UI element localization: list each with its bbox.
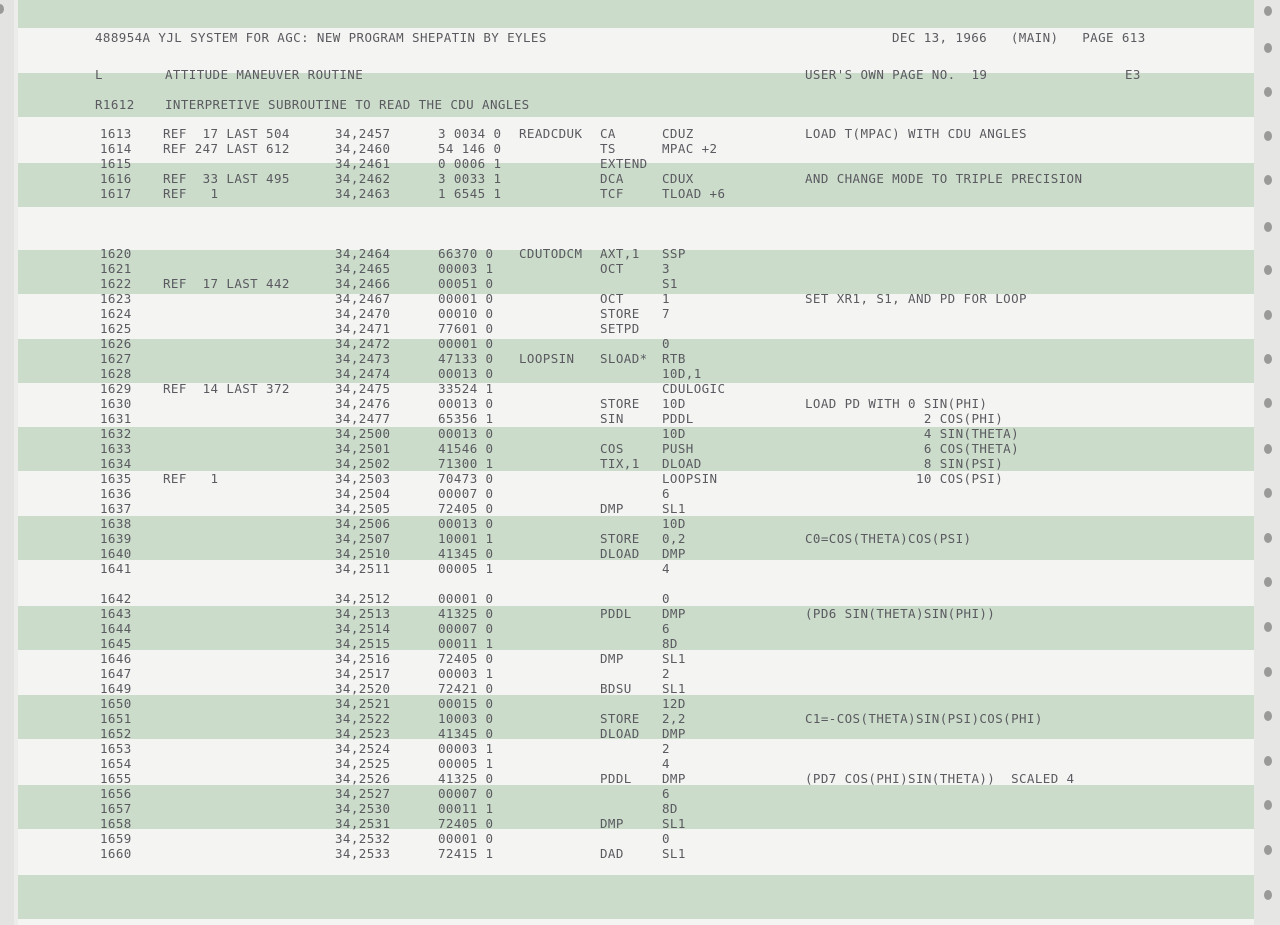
octal-code: 00051 0 <box>438 276 494 291</box>
line-number: 1647 <box>100 666 132 681</box>
address: 34,2507 <box>335 531 391 546</box>
operand: SSP <box>662 246 686 261</box>
address: 34,2521 <box>335 696 391 711</box>
operand: 3 <box>662 261 670 276</box>
tractor-hole-icon <box>1264 577 1272 587</box>
user-page-number: USER'S OWN PAGE NO. 19 <box>805 67 988 82</box>
octal-code: 00013 0 <box>438 396 494 411</box>
label-field: LOOPSIN <box>519 351 575 366</box>
operand: DMP <box>662 726 686 741</box>
corner-tag: E3 <box>1125 67 1141 82</box>
listing-row <box>0 351 1280 366</box>
listing-row <box>0 711 1280 726</box>
address: 34,2470 <box>335 306 391 321</box>
operand: CDUX <box>662 171 694 186</box>
operand: PUSH <box>662 441 694 456</box>
address: 34,2514 <box>335 621 391 636</box>
line-number: 1623 <box>100 291 132 306</box>
line-number: 1659 <box>100 831 132 846</box>
operand: 10D <box>662 396 686 411</box>
address: 34,2533 <box>335 846 391 861</box>
operand: 10D <box>662 426 686 441</box>
operand: TLOAD +6 <box>662 186 726 201</box>
octal-code: 3 0034 0 <box>438 126 502 141</box>
octal-code: 00003 1 <box>438 261 494 276</box>
opcode: DLOAD <box>600 546 640 561</box>
line-number: 1627 <box>100 351 132 366</box>
line-number: 1651 <box>100 711 132 726</box>
address: 34,2505 <box>335 501 391 516</box>
line-number: 1615 <box>100 156 132 171</box>
operand: 7 <box>662 306 670 321</box>
line-number: 1641 <box>100 561 132 576</box>
operand: 0 <box>662 336 670 351</box>
octal-code: 72405 0 <box>438 651 494 666</box>
octal-code: 77601 0 <box>438 321 494 336</box>
line-number: 1652 <box>100 726 132 741</box>
address: 34,2517 <box>335 666 391 681</box>
listing-row <box>0 186 1280 201</box>
listing-row <box>0 606 1280 621</box>
address: 34,2467 <box>335 291 391 306</box>
address: 34,2525 <box>335 756 391 771</box>
opcode: SLOAD* <box>600 351 648 366</box>
operand: 2 <box>662 741 670 756</box>
address: 34,2465 <box>335 261 391 276</box>
listing-row <box>0 621 1280 636</box>
octal-code: 00007 0 <box>438 486 494 501</box>
tractor-hole-icon <box>1264 87 1272 97</box>
address: 34,2473 <box>335 351 391 366</box>
line-number: 1620 <box>100 246 132 261</box>
operand: 12D <box>662 696 686 711</box>
comment: 10 COS(PSI) <box>805 471 1004 486</box>
tractor-hole-icon <box>1264 43 1272 53</box>
line-number: 1655 <box>100 771 132 786</box>
octal-code: 00013 0 <box>438 516 494 531</box>
address: 34,2512 <box>335 591 391 606</box>
opcode: CA <box>600 126 616 141</box>
opcode: DCA <box>600 171 624 186</box>
octal-code: 00015 0 <box>438 696 494 711</box>
opcode: BDSU <box>600 681 632 696</box>
operand: SL1 <box>662 681 686 696</box>
octal-code: 1 6545 1 <box>438 186 502 201</box>
address: 34,2516 <box>335 651 391 666</box>
octal-code: 00005 1 <box>438 561 494 576</box>
ref-field: REF 1 <box>163 186 219 201</box>
ref-field: REF 33 LAST 495 <box>163 171 290 186</box>
green-bar <box>18 875 1254 919</box>
tractor-hole-icon <box>0 4 4 14</box>
line-number: 1646 <box>100 651 132 666</box>
listing-row <box>0 561 1280 576</box>
address: 34,2520 <box>335 681 391 696</box>
octal-code: 00001 0 <box>438 336 494 351</box>
listing-row <box>0 276 1280 291</box>
listing-row <box>0 171 1280 186</box>
line-number: 1649 <box>100 681 132 696</box>
octal-code: 00001 0 <box>438 291 494 306</box>
opcode: STORE <box>600 396 640 411</box>
address: 34,2527 <box>335 786 391 801</box>
operand: 4 <box>662 756 670 771</box>
octal-code: 00003 1 <box>438 741 494 756</box>
octal-code: 41325 0 <box>438 606 494 621</box>
line-number: 1626 <box>100 336 132 351</box>
octal-code: 47133 0 <box>438 351 494 366</box>
opcode: TIX,1 <box>600 456 640 471</box>
octal-code: 00001 0 <box>438 591 494 606</box>
listing-row <box>0 501 1280 516</box>
octal-code: 54 146 0 <box>438 141 502 156</box>
line-number: 1654 <box>100 756 132 771</box>
opcode: DMP <box>600 651 624 666</box>
ref-field: REF 1 <box>163 471 219 486</box>
listing-row <box>0 846 1280 861</box>
listing-row <box>0 471 1280 486</box>
octal-code: 70473 0 <box>438 471 494 486</box>
listing-row <box>0 456 1280 471</box>
line-number: 1644 <box>100 621 132 636</box>
comment: SET XR1, S1, AND PD FOR LOOP <box>805 291 1027 306</box>
ref-field: REF 17 LAST 504 <box>163 126 290 141</box>
operand: 2,2 <box>662 711 686 726</box>
address: 34,2503 <box>335 471 391 486</box>
address: 34,2457 <box>335 126 391 141</box>
octal-code: 00003 1 <box>438 666 494 681</box>
comment: C0=COS(THETA)COS(PSI) <box>805 531 972 546</box>
octal-code: 41546 0 <box>438 441 494 456</box>
octal-code: 72415 1 <box>438 846 494 861</box>
listing-row <box>0 636 1280 651</box>
ref-field: REF 17 LAST 442 <box>163 276 290 291</box>
octal-code: 00007 0 <box>438 786 494 801</box>
line-number: 1632 <box>100 426 132 441</box>
octal-code: 00013 0 <box>438 366 494 381</box>
octal-code: 41345 0 <box>438 546 494 561</box>
operand: S1 <box>662 276 678 291</box>
line-number: 1616 <box>100 171 132 186</box>
opcode: COS <box>600 441 624 456</box>
operand: 10D,1 <box>662 366 702 381</box>
operand: 0,2 <box>662 531 686 546</box>
operand: SL1 <box>662 501 686 516</box>
comment: 6 COS(THETA) <box>805 441 1019 456</box>
listing-row <box>0 786 1280 801</box>
comment: (PD6 SIN(THETA)SIN(PHI)) <box>805 606 996 621</box>
opcode: STORE <box>600 306 640 321</box>
opcode: OCT <box>600 291 624 306</box>
address: 34,2511 <box>335 561 391 576</box>
address: 34,2531 <box>335 816 391 831</box>
listing-row <box>0 321 1280 336</box>
operand: 8D <box>662 801 678 816</box>
comment: LOAD PD WITH 0 SIN(PHI) <box>805 396 988 411</box>
listing-row <box>0 486 1280 501</box>
listing-row <box>0 666 1280 681</box>
address: 34,2526 <box>335 771 391 786</box>
opcode: DAD <box>600 846 624 861</box>
listing-row <box>0 306 1280 321</box>
operand: PDDL <box>662 411 694 426</box>
listing-row <box>0 411 1280 426</box>
comment: AND CHANGE MODE TO TRIPLE PRECISION <box>805 171 1083 186</box>
operand: 2 <box>662 666 670 681</box>
address: 34,2510 <box>335 546 391 561</box>
green-bar <box>18 0 1254 28</box>
listing-row <box>0 801 1280 816</box>
address: 34,2501 <box>335 441 391 456</box>
listing-row <box>0 291 1280 306</box>
address: 34,2532 <box>335 831 391 846</box>
listing-row <box>0 771 1280 786</box>
comment: 4 SIN(THETA) <box>805 426 1019 441</box>
address: 34,2500 <box>335 426 391 441</box>
line-number: 1639 <box>100 531 132 546</box>
octal-code: 0 0006 1 <box>438 156 502 171</box>
listing-row <box>0 156 1280 171</box>
listing-row <box>0 741 1280 756</box>
line-number: 1621 <box>100 261 132 276</box>
comment: (PD7 COS(PHI)SIN(THETA)) SCALED 4 <box>805 771 1075 786</box>
line-number: 1656 <box>100 786 132 801</box>
operand: SL1 <box>662 816 686 831</box>
listing-row <box>0 756 1280 771</box>
opcode: SIN <box>600 411 624 426</box>
address: 34,2524 <box>335 741 391 756</box>
opcode: PDDL <box>600 771 632 786</box>
address: 34,2477 <box>335 411 391 426</box>
listing-row <box>0 681 1280 696</box>
address: 34,2475 <box>335 381 391 396</box>
line-number: 1629 <box>100 381 132 396</box>
address: 34,2474 <box>335 366 391 381</box>
ref-field: REF 14 LAST 372 <box>163 381 290 396</box>
operand: SL1 <box>662 651 686 666</box>
label-field: READCDUK <box>519 126 583 141</box>
listing-row <box>0 516 1280 531</box>
listing-row <box>0 816 1280 831</box>
octal-code: 00013 0 <box>438 426 494 441</box>
line-number: 1657 <box>100 801 132 816</box>
line-number: 1640 <box>100 546 132 561</box>
comment: C1=-COS(THETA)SIN(PSI)COS(PHI) <box>805 711 1043 726</box>
address: 34,2460 <box>335 141 391 156</box>
line-number: 1634 <box>100 456 132 471</box>
address: 34,2504 <box>335 486 391 501</box>
ref-field: REF 247 LAST 612 <box>163 141 290 156</box>
address: 34,2472 <box>335 336 391 351</box>
section-code: L <box>95 67 103 82</box>
line-number: 1636 <box>100 486 132 501</box>
section-title: ATTITUDE MANEUVER ROUTINE <box>165 67 364 82</box>
listing-row <box>0 396 1280 411</box>
listing-header: 488954A YJL SYSTEM FOR AGC: NEW PROGRAM SHEPATIN BY EYLES <box>95 30 547 45</box>
listing-row <box>0 726 1280 741</box>
octal-code: 00001 0 <box>438 831 494 846</box>
octal-code: 41345 0 <box>438 726 494 741</box>
remark-text: INTERPRETIVE SUBROUTINE TO READ THE CDU ANGLES <box>165 97 530 112</box>
listing-row <box>0 336 1280 351</box>
line-number: 1614 <box>100 141 132 156</box>
operand: DMP <box>662 606 686 621</box>
tractor-hole-icon <box>1264 222 1272 232</box>
address: 34,2530 <box>335 801 391 816</box>
listing-row <box>0 651 1280 666</box>
opcode: PDDL <box>600 606 632 621</box>
opcode: TCF <box>600 186 624 201</box>
octal-code: 72421 0 <box>438 681 494 696</box>
operand: MPAC +2 <box>662 141 718 156</box>
octal-code: 00011 1 <box>438 636 494 651</box>
operand: SL1 <box>662 846 686 861</box>
octal-code: 00007 0 <box>438 621 494 636</box>
opcode: STORE <box>600 531 640 546</box>
operand: 4 <box>662 561 670 576</box>
operand: 1 <box>662 291 670 306</box>
address: 34,2522 <box>335 711 391 726</box>
address: 34,2461 <box>335 156 391 171</box>
line-number: 1617 <box>100 186 132 201</box>
opcode: SETPD <box>600 321 640 336</box>
opcode: EXTEND <box>600 156 648 171</box>
listing-row <box>0 426 1280 441</box>
operand: 6 <box>662 786 670 801</box>
octal-code: 33524 1 <box>438 381 494 396</box>
comment: 8 SIN(PSI) <box>805 456 1004 471</box>
address: 34,2471 <box>335 321 391 336</box>
line-number: 1633 <box>100 441 132 456</box>
line-number: 1635 <box>100 471 132 486</box>
line-number: 1645 <box>100 636 132 651</box>
listing-row <box>0 546 1280 561</box>
label-field: CDUTODCM <box>519 246 583 261</box>
operand: DMP <box>662 771 686 786</box>
line-number: 1628 <box>100 366 132 381</box>
listing-row <box>0 366 1280 381</box>
line-number: 1642 <box>100 591 132 606</box>
address: 34,2464 <box>335 246 391 261</box>
line-number: 1631 <box>100 411 132 426</box>
octal-code: 41325 0 <box>438 771 494 786</box>
octal-code: 10003 0 <box>438 711 494 726</box>
octal-code: 72405 0 <box>438 501 494 516</box>
listing-row <box>0 126 1280 141</box>
opcode: DMP <box>600 501 624 516</box>
listing-row <box>0 831 1280 846</box>
octal-code: 65356 1 <box>438 411 494 426</box>
opcode: AXT,1 <box>600 246 640 261</box>
operand: DLOAD <box>662 456 702 471</box>
opcode: TS <box>600 141 616 156</box>
address: 34,2515 <box>335 636 391 651</box>
line-number: 1622 <box>100 276 132 291</box>
address: 34,2513 <box>335 606 391 621</box>
operand: 0 <box>662 831 670 846</box>
octal-code: 10001 1 <box>438 531 494 546</box>
octal-code: 3 0033 1 <box>438 171 502 186</box>
line-number: 1658 <box>100 816 132 831</box>
line-number: 1653 <box>100 741 132 756</box>
address: 34,2476 <box>335 396 391 411</box>
operand: CDUZ <box>662 126 694 141</box>
line-number: 1643 <box>100 606 132 621</box>
octal-code: 00010 0 <box>438 306 494 321</box>
address: 34,2466 <box>335 276 391 291</box>
opcode: DMP <box>600 816 624 831</box>
operand: LOOPSIN <box>662 471 718 486</box>
comment: LOAD T(MPAC) WITH CDU ANGLES <box>805 126 1027 141</box>
octal-code: 00005 1 <box>438 756 494 771</box>
listing-row <box>0 696 1280 711</box>
line-number: 1613 <box>100 126 132 141</box>
listing-row <box>0 441 1280 456</box>
line-number: 1638 <box>100 516 132 531</box>
operand: 8D <box>662 636 678 651</box>
line-number: 1650 <box>100 696 132 711</box>
address: 34,2506 <box>335 516 391 531</box>
tractor-hole-icon <box>1264 890 1272 900</box>
comment: 2 COS(PHI) <box>805 411 1004 426</box>
operand: RTB <box>662 351 686 366</box>
opcode: OCT <box>600 261 624 276</box>
line-number: 1660 <box>100 846 132 861</box>
line-number: 1625 <box>100 321 132 336</box>
octal-code: 66370 0 <box>438 246 494 261</box>
octal-code: 00011 1 <box>438 801 494 816</box>
listing-row <box>0 261 1280 276</box>
operand: 10D <box>662 516 686 531</box>
listing-row <box>0 141 1280 156</box>
line-number: 1630 <box>100 396 132 411</box>
address: 34,2462 <box>335 171 391 186</box>
line-number: 1637 <box>100 501 132 516</box>
operand: CDULOGIC <box>662 381 726 396</box>
opcode: STORE <box>600 711 640 726</box>
listing-row <box>0 246 1280 261</box>
line-number: 1624 <box>100 306 132 321</box>
octal-code: 71300 1 <box>438 456 494 471</box>
tractor-hole-icon <box>1264 6 1272 16</box>
octal-code: 72405 0 <box>438 816 494 831</box>
listing-row <box>0 531 1280 546</box>
address: 34,2463 <box>335 186 391 201</box>
remark-id: R1612 <box>95 97 135 112</box>
date-page-header: DEC 13, 1966 (MAIN) PAGE 613 <box>892 30 1146 45</box>
operand: 6 <box>662 486 670 501</box>
address: 34,2502 <box>335 456 391 471</box>
listing-row <box>0 591 1280 606</box>
opcode: DLOAD <box>600 726 640 741</box>
operand: 0 <box>662 591 670 606</box>
address: 34,2523 <box>335 726 391 741</box>
operand: DMP <box>662 546 686 561</box>
listing-row <box>0 381 1280 396</box>
operand: 6 <box>662 621 670 636</box>
